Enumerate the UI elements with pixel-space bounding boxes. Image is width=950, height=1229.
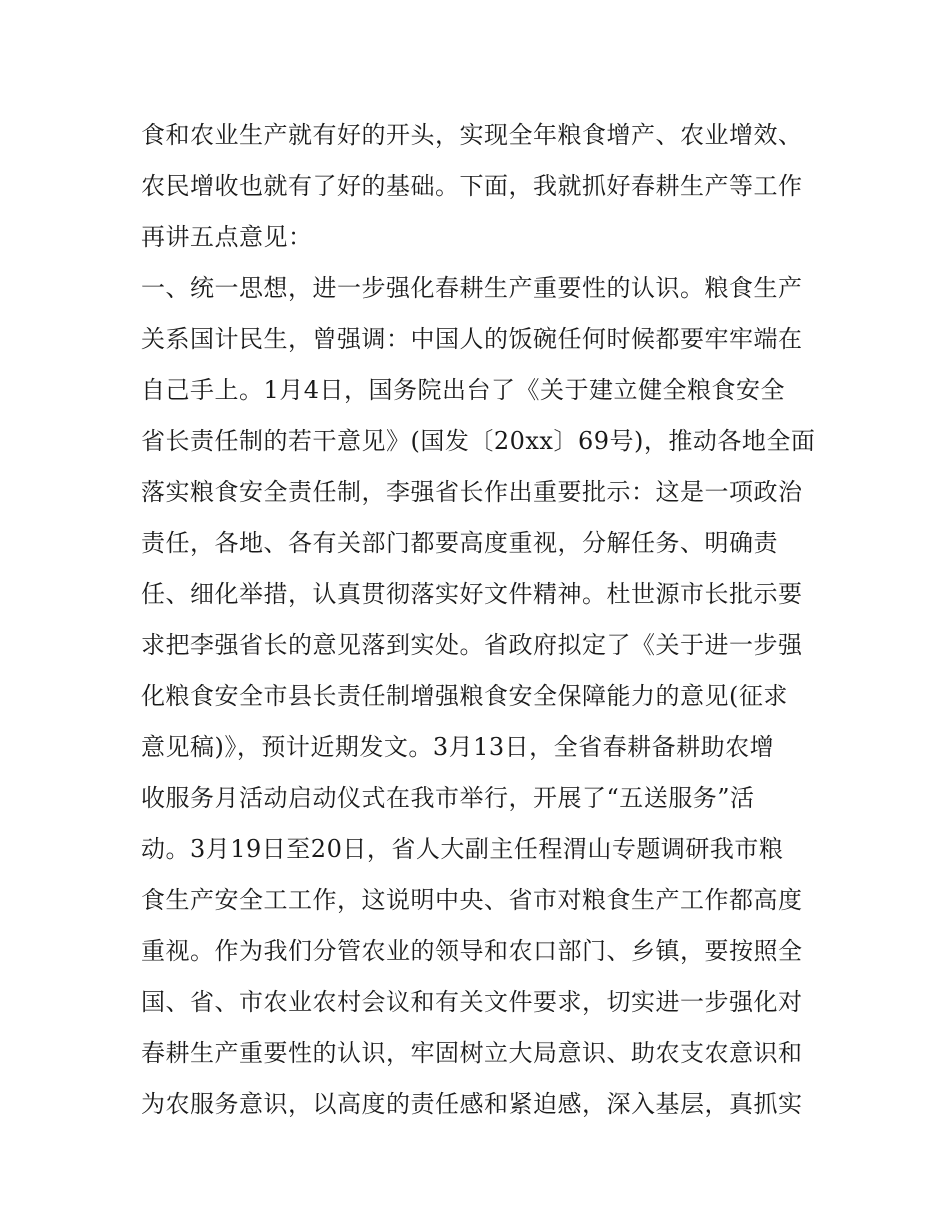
text-line: 食生产安全工工作，这说明中央、省市对粮食生产工作都高度 <box>141 886 803 914</box>
text-line: 国、省、市农业农村会议和有关文件要求，切实进一步强化对 <box>141 988 803 1016</box>
text-line: 一、统一思想，进一步强化春耕生产重要性的认识。粮食生产 <box>141 274 803 302</box>
text-line: 农民增收也就有了好的基础。下面，我就抓好春耕生产等工作 <box>141 172 803 200</box>
text-line: 意见稿)》，预计近期发文。3月13日，全省春耕备耕助农增 <box>141 733 775 761</box>
text-line: 任、细化举措，认真贯彻落实好文件精神。杜世源市长批示要 <box>141 580 803 608</box>
text-line: 春耕生产重要性的认识，牢固树立大局意识、助农支农意识和 <box>141 1039 803 1067</box>
text-line: 收服务月活动启动仪式在我市举行，开展了“五送服务”活 <box>141 784 755 812</box>
text-line: 为农服务意识，以高度的责任感和紧迫感，深入基层，真抓实 <box>141 1090 803 1118</box>
text-line: 责任，各地、各有关部门都要高度重视，分解任务、明确责 <box>141 529 778 557</box>
text-line: 化粮食安全市县长责任制增强粮食安全保障能力的意见(征求 <box>141 682 788 710</box>
text-line: 再讲五点意见： <box>141 223 313 251</box>
text-line: 自己手上。1月4日，国务院出台了《关于建立健全粮食安全 <box>141 376 786 404</box>
text-line: 省长责任制的若干意见》(国发〔20xx〕69号)，推动各地全面 <box>141 427 816 455</box>
text-line: 落实粮食安全责任制，李强省长作出重要批示：这是一项政治 <box>141 478 803 506</box>
text-line: 重视。作为我们分管农业的领导和农口部门、乡镇，要按照全 <box>141 937 803 965</box>
text-line: 动。3月19日至20日，省人大副主任程渭山专题调研我市粮 <box>141 835 784 863</box>
text-line: 食和农业生产就有好的开头，实现全年粮食增产、农业增效、 <box>141 121 803 149</box>
text-line: 求把李强省长的意见落到实处。省政府拟定了《关于进一步强 <box>141 631 803 659</box>
text-line: 关系国计民生，曾强调：中国人的饭碗任何时候都要牢牢端在 <box>141 325 803 353</box>
body-text <box>141 110 821 1130</box>
